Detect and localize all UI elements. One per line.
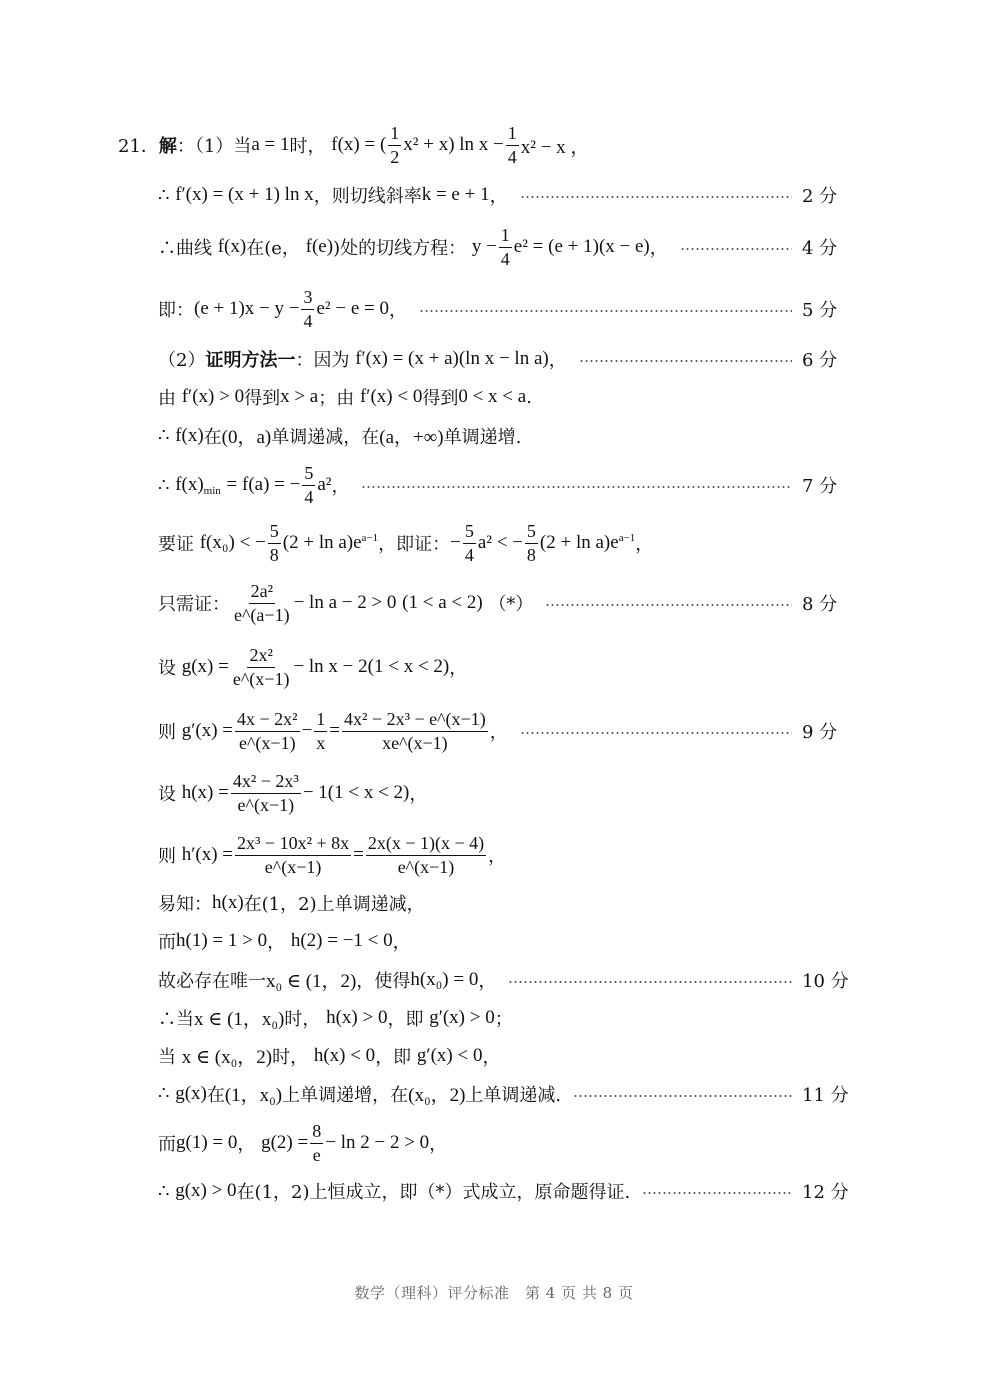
leader-dots	[545, 604, 792, 606]
h-values-line: 而 h(1) = 1 > 0 ， h(2) = −1 < 0 ，	[158, 930, 411, 953]
method-label: 证明方法一	[205, 350, 296, 371]
fraction-five-quarters: $\frac{5}{4}$	[464, 521, 474, 565]
part2-intro-line: （2） 证明方法一 ：因为 f′(x) = (x + a)(ln x − ln a) ， 6 分	[158, 348, 838, 371]
leader-dots	[508, 981, 792, 983]
g-endpoint-values-line: 而 g(1) = 0 ， g(2) = $\frac{8}{e}$ − ln 2 − 2 > 0 ，	[158, 1121, 448, 1165]
score-4: 4 分	[802, 238, 838, 260]
score-6: 6 分	[802, 350, 838, 371]
conclusion-line: ∴ g(x) > 0 在(1，2)上恒成立，即（*）式成立，原命题得证. 12 分	[158, 1180, 849, 1203]
problem-number: 21．	[118, 136, 159, 158]
minimum-value-line: ∴ $f(x)_{min}$ = f(a) = − $\frac{5}{4}$ a² ， 7 分	[158, 463, 838, 507]
fraction-five-quarters: $\frac{5}{4}$	[304, 463, 314, 507]
leader-dots	[573, 1095, 792, 1097]
leader-dots	[419, 310, 792, 312]
leader-dots	[520, 196, 792, 198]
fraction-2a2-over-exp: 2a² e^(a−1)	[234, 581, 290, 625]
score-5: 5 分	[802, 300, 838, 322]
leader-dots	[520, 732, 792, 734]
score-12: 12 分	[802, 1182, 849, 1203]
score-10: 10 分	[802, 970, 849, 992]
fraction: $\frac{\text{4x² − 2x³}}{e\^{}(x-1)}$	[232, 771, 299, 815]
score-11: 11 分	[802, 1084, 849, 1106]
define-h-line: 设 h(x) = $\frac{\text{4x² − 2x³}}{e\^{}(x-1)}$ − 1(1 < x < 2) ，	[158, 771, 428, 815]
score-8: 8 分	[802, 594, 838, 616]
derivative-line: ∴ f′(x) = (x + 1) ln x ，则切线斜率 k = e + 1 ， 2 分	[158, 184, 838, 207]
score-2: 2 分	[802, 186, 838, 207]
monotonicity-line: ∴ f(x) 在 (0，a) 单调递减，在 (a，+∞) 单调递增.	[158, 424, 522, 448]
fraction-one-quarter: $\frac{1}{4}$	[507, 123, 517, 167]
leader-dots	[680, 248, 792, 250]
solution-heading-line: 21． 解 ：（1）当 a = 1 时， f(x) = ( 1 2 x² + x) ln x − $\frac{1}{4}$ x² − x ，	[118, 123, 590, 167]
fraction-eight-over-e: $\frac{8}{e}$	[312, 1121, 322, 1165]
g-increasing-condition-line: ∴当 x ∈ (1，x₀) 时， h(x) > 0 ，即 g′(x) > 0 ；	[158, 1006, 513, 1030]
score-7: 7 分	[802, 476, 838, 498]
fraction: $\frac{1}{x}$	[316, 709, 326, 753]
h-derivative-line: 则 h′(x) = $\frac{\text{2x³ − 10x² + 8x}}{e\^{}(x-1)}$ = $\frac{2x(x - 1)(x - 4)}{e\^{}(x-1)}$ ，	[158, 833, 507, 877]
leader-dots	[642, 1192, 792, 1194]
tangent-general-form-line: 即： (e + 1)x − y − $\frac{3}{4}$ e² − e = 0 ， 5 分	[158, 287, 838, 331]
solution-label: 解	[158, 136, 177, 158]
g-monotonicity-line: ∴ g(x) 在 (1，x₀) 上单调递增，在 (x₀，2) 上单调递减. 11 分	[158, 1082, 849, 1106]
g-derivative-line: 则 g′(x) = $\frac{\text{4x − 2x²}}{e\^{}(x-1)}$ − $\frac{1}{x}$ = $\frac{\text{4x² − 2x³ − e\textasciicircum{}(x−1)}}{xe\^{}(x-1)}$ ， 9 分	[158, 709, 838, 753]
h-decreasing-line: 易知： h(x) 在(1，2)上单调递减，	[158, 892, 425, 915]
page-footer: 数学（理科）评分标准 第 4 页 共 8 页	[354, 1284, 634, 1302]
sign-analysis-line: 由 f′(x) > 0 得到 x > a ；由 f′(x) < 0 得到 0 < x < a .	[158, 386, 532, 409]
fraction: $\frac{\text{4x² − 2x³ − e\textasciicircum{}(x−1)}}{xe\^{}(x-1)}$	[344, 709, 486, 753]
need-only-prove-line: 只需证： 2a² e^(a−1) − ln a − 2 > 0 (1 < a < 2) （*） 8 分	[158, 581, 838, 625]
fraction-one-quarter: $\frac{1}{4}$	[500, 225, 510, 269]
fraction: $\frac{\text{4x − 2x²}}{e\^{}(x-1)}$	[237, 709, 298, 753]
score-9: 9 分	[802, 722, 838, 744]
g-decreasing-condition-line: 当 x ∈ (x₀，2) 时， h(x) < 0 ，即 g′(x) < 0 ，	[158, 1044, 501, 1068]
fraction: $\frac{\text{2x³ − 10x² + 8x}}{e\^{}(x-1)}$	[237, 833, 350, 877]
fraction-2x2-over-exp: $\frac{\text{2x²}}{e\^{}(x-1)}$	[232, 645, 290, 689]
leader-dots	[579, 360, 792, 362]
fraction-five-eighths: $\frac{5}{8}$	[526, 521, 536, 565]
star-marker: （*）	[488, 594, 534, 616]
fraction-one-half: 1 2	[390, 123, 400, 167]
define-g-line: 设 g(x) = $\frac{\text{2x²}}{e\^{}(x-1)}$ − ln x − 2(1 < x < 2) ，	[158, 645, 468, 689]
tangent-equation-line: ∴曲线 f(x) 在(e， f(e) )处的切线方程： y − $\frac{1}{4}$ e² = (e + 1)(x − e) ， 4 分	[158, 225, 838, 269]
leader-dots	[361, 486, 792, 488]
to-prove-line: 要证 f(x₀) < − $\frac{5}{8}$ $(2 + \ln a)e^{a-1}$ ，即证： − $\frac{5}{4}$ a² < − $\frac{5}{8}$ $(2 + \ln a)e^{a-1}$ ，	[158, 521, 654, 565]
unique-root-line: 故必存在唯一 x₀ ∈ (1，2) ，使得 h(x₀) = 0 ， 10 分	[158, 968, 849, 992]
fraction-three-quarters: $\frac{3}{4}$	[303, 287, 313, 331]
fraction: $\frac{2x(x - 1)(x - 4)}{e\^{}(x-1)}$	[367, 833, 485, 877]
fraction-five-eighths: $\frac{5}{8}$	[269, 521, 279, 565]
